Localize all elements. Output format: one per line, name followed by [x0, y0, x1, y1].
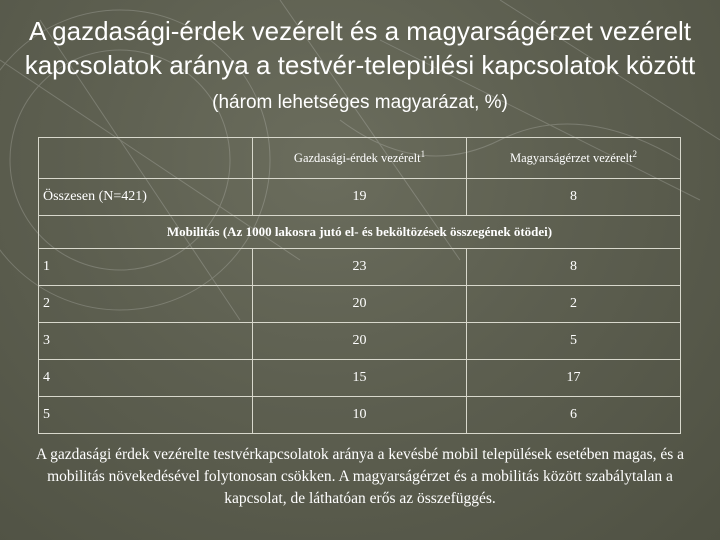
row-value-col1: 20: [253, 286, 467, 323]
row-value-col2: 5: [467, 323, 681, 360]
row-label: 1: [39, 249, 253, 286]
row-value-col2: 8: [467, 249, 681, 286]
caption-text: A gazdasági érdek vezérelte testvérkapcsolatok aránya a kevésbé mobil települések esetében magas, és a mobilitás növekedésével folytonosan csökken. A magyarságérzet és a mobilitás között szabálytalan a kapcsolat, de láthatóan erős az összefüggés.: [35, 446, 685, 507]
row-value-col1: 23: [253, 249, 467, 286]
header-empty-cell: [39, 138, 253, 179]
mobility-header: Mobilitás (Az 1000 lakosra jutó el- és beköltözések összegének ötödei): [39, 216, 681, 249]
total-value-col1: 19: [253, 179, 467, 216]
total-row: [39, 179, 681, 216]
total-label: Összesen (N=421): [39, 179, 253, 216]
row-value-col2: 2: [467, 286, 681, 323]
row-value-col1: 20: [253, 323, 467, 360]
table-row: [39, 397, 681, 434]
row-label: 5: [39, 397, 253, 434]
row-value-col2: 17: [467, 360, 681, 397]
table-row: [39, 323, 681, 360]
row-label: 4: [39, 360, 253, 397]
header-col1: Gazdasági-érdek vezérelt$^1$: [253, 138, 467, 179]
table-row: [39, 286, 681, 323]
row-value-col2: 6: [467, 397, 681, 434]
row-label: 3: [39, 323, 253, 360]
table-row: [39, 360, 681, 397]
table-header-row: [39, 138, 681, 179]
row-value-col1: 10: [253, 397, 467, 434]
total-value-col2: 8: [467, 179, 681, 216]
table-row: [39, 249, 681, 286]
mobility-header-row: [39, 216, 681, 249]
slide-title: [20, 14, 700, 120]
header-col2: Magyarságérzet vezérelt$^2$: [467, 138, 681, 179]
title-main: A gazdasági-érdek vezérelt és a magyarságérzet vezérelt kapcsolatok aránya a testvér-települési kapcsolatok között: [24, 16, 696, 80]
data-table: [38, 137, 681, 434]
title-sub: (három lehetséges magyarázat, %): [212, 92, 508, 113]
row-value-col1: 15: [253, 360, 467, 397]
row-label: 2: [39, 286, 253, 323]
